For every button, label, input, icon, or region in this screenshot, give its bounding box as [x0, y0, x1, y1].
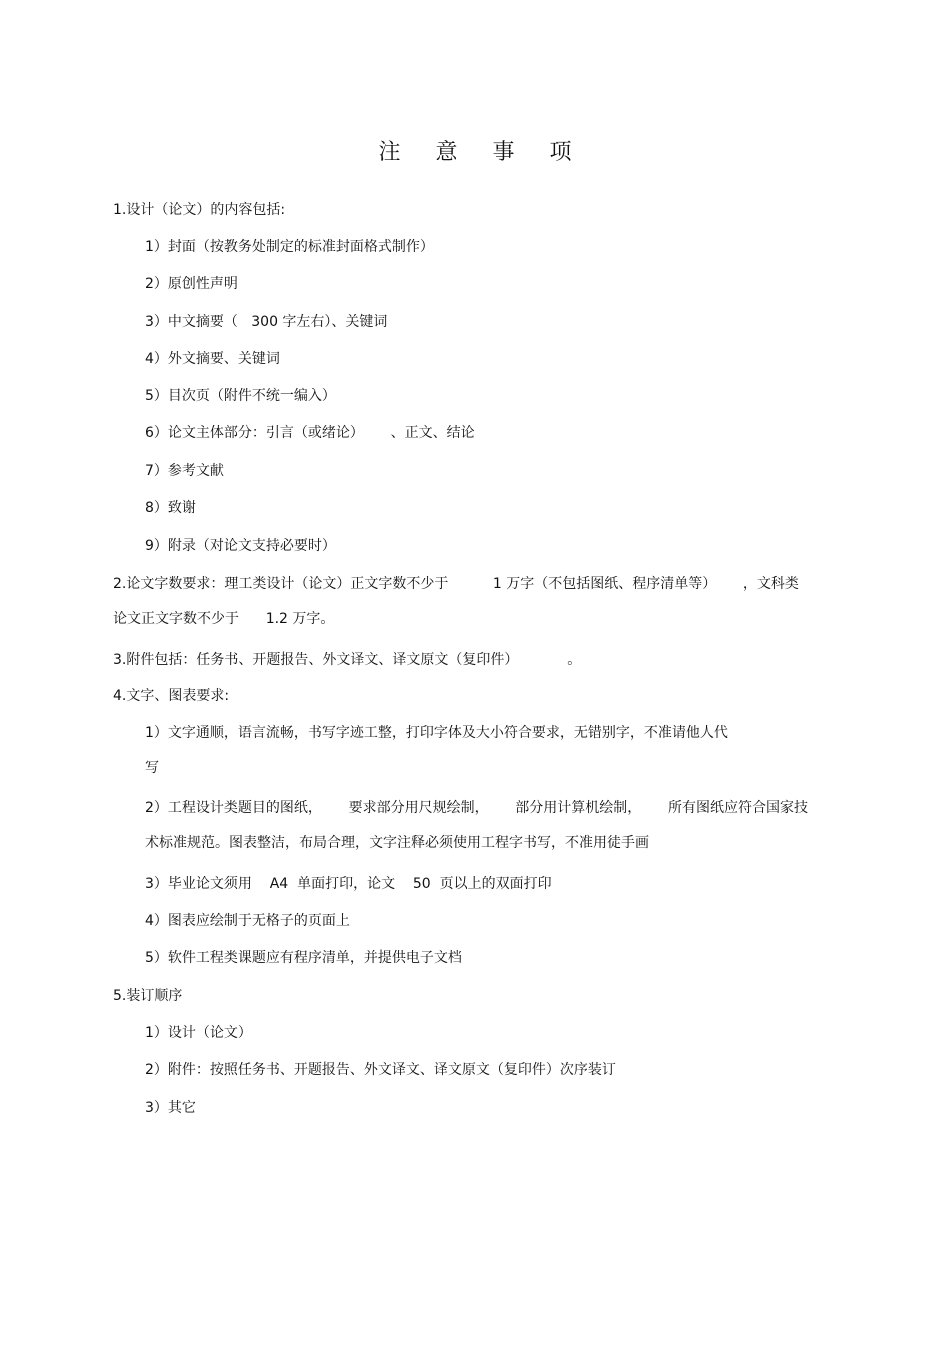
section-4-heading: 4.文字、图表要求:	[113, 688, 230, 704]
list-item: 5）目次页（附件不统一编入）	[145, 388, 336, 404]
section-1-heading: 1.设计（论文）的内容包括:	[113, 202, 286, 218]
list-item: 4）图表应绘制于无格子的页面上	[145, 913, 350, 929]
list-item: 7）参考文献	[145, 463, 224, 479]
list-item-continuation: 写	[145, 760, 159, 776]
page-title: 注 意 事 项	[378, 140, 586, 165]
section-3-line: 3.附件包括：任务书、开题报告、外文译文、译文原文（复印件） 。	[113, 652, 582, 668]
list-item-continuation: 术标准规范。图表整洁，布局合理，文字注释必须使用工程字书写，不准用徒手画	[145, 835, 649, 851]
list-item: 2）附件：按照任务书、开题报告、外文译文、译文原文（复印件）次序装订	[145, 1062, 616, 1078]
list-item: 8）致谢	[145, 500, 196, 516]
list-item: 1）设计（论文）	[145, 1025, 252, 1041]
list-item: 2）原创性声明	[145, 276, 238, 292]
list-item: 3）中文摘要（ 300 字左右）、关键词	[145, 314, 388, 330]
list-item: 2）工程设计类题目的图纸， 要求部分用尺规绘制， 部分用计算机绘制， 所有图纸应符合国家技	[145, 800, 809, 816]
section-5-heading: 5.装订顺序	[113, 988, 183, 1004]
section-2-line-2: 论文正文字数不少于 1.2 万字。	[113, 611, 335, 627]
list-item: 6）论文主体部分：引言（或绪论） 、正文、结论	[145, 425, 475, 441]
list-item: 9）附录（对论文支持必要时）	[145, 538, 336, 554]
list-item: 3）其它	[145, 1100, 196, 1116]
list-item: 3）毕业论文须用 A4 单面打印，论文 50 页以上的双面打印	[145, 876, 552, 892]
section-2-line-1: 2.论文字数要求：理工类设计（论文）正文字数不少于 1 万字（不包括图纸、程序清单等） ，文科类	[113, 576, 799, 592]
list-item: 4）外文摘要、关键词	[145, 351, 280, 367]
list-item: 1）文字通顺，语言流畅，书写字迹工整，打印字体及大小符合要求，无错别字，不准请他人代	[145, 725, 728, 741]
list-item: 5）软件工程类课题应有程序清单，并提供电子文档	[145, 950, 462, 966]
list-item: 1）封面（按教务处制定的标准封面格式制作）	[145, 239, 434, 255]
